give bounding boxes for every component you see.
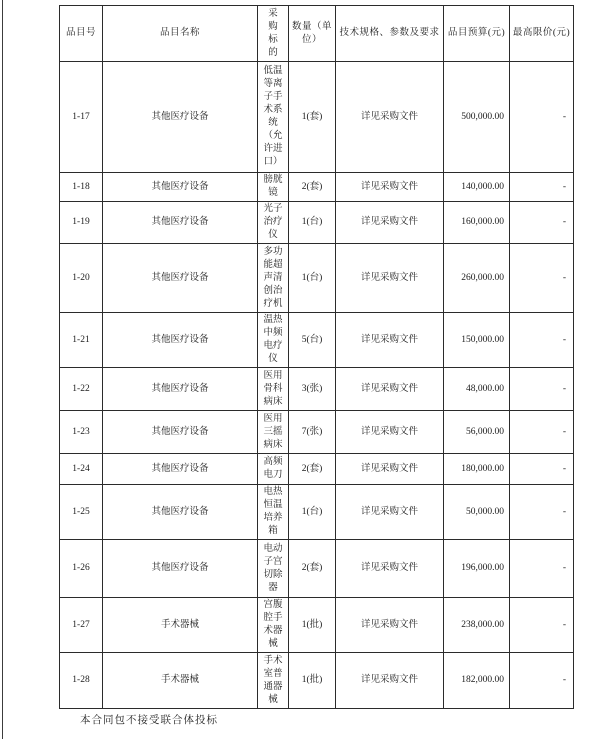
budget-cell: 260,000.00 [444,244,510,313]
budget-cell: 196,000.00 [444,540,510,598]
budget-cell: 140,000.00 [444,173,510,202]
budget-cell: 238,000.00 [444,598,510,653]
item-no-cell: 1-18 [60,173,103,202]
procurement-target-text: 电动子宫切除器 [263,543,283,593]
procurement-target-cell [258,653,289,709]
procurement-target-text: 光子治疗仪 [263,204,283,240]
procurement-target-text: 温热中频电疗仪 [263,315,283,364]
quantity-cell: 1(台) [289,244,336,313]
procurement-items-table [59,5,574,709]
price-limit-cell: - [510,411,574,454]
spec-cell: 详见采购文件 [336,244,444,313]
procurement-target-text: 电热恒温培养箱 [263,487,283,536]
quantity-cell: 2(套) [289,540,336,598]
budget-cell: 160,000.00 [444,202,510,244]
item-no-cell: 1-26 [60,540,103,598]
spec-cell: 详见采购文件 [336,653,444,709]
item-name-cell: 其他医疗设备 [103,244,258,313]
procurement-target-text: 宫腹腔手术器械 [263,600,283,649]
procurement-target-cell [258,485,289,540]
col-header-target [258,6,289,62]
table-row [60,202,574,244]
item-no-cell: 1-28 [60,653,103,709]
spec-cell: 详见采购文件 [336,202,444,244]
budget-cell: 182,000.00 [444,653,510,709]
quantity-cell: 2(套) [289,173,336,202]
spec-cell: 详见采购文件 [336,173,444,202]
price-limit-cell: - [510,598,574,653]
col-header-target-label: 采购标的 [268,8,278,58]
col-header-quantity: 数量（单位） [289,6,336,62]
spec-cell: 详见采购文件 [336,454,444,485]
procurement-target-cell [258,244,289,313]
budget-cell: 48,000.00 [444,368,510,411]
item-name-cell: 其他医疗设备 [103,454,258,485]
spec-cell: 详见采购文件 [336,313,444,368]
procurement-target-text: 多功能超声清创治疗机 [263,246,283,309]
procurement-target-text: 医用骨科病床 [263,370,283,407]
col-header-item-name: 品目名称 [103,6,258,62]
item-no-cell: 1-27 [60,598,103,653]
spec-cell: 详见采购文件 [336,540,444,598]
budget-cell: 56,000.00 [444,411,510,454]
table-row [60,454,574,485]
procurement-target-cell [258,62,289,173]
procurement-target-text: 手术室普通器械 [263,655,283,705]
procurement-target-cell [258,313,289,368]
table-row [60,313,574,368]
table-row [60,368,574,411]
table-header-row [60,6,574,62]
spec-cell: 详见采购文件 [336,62,444,173]
price-limit-cell: - [510,173,574,202]
price-limit-cell: - [510,62,574,173]
procurement-target-cell [258,202,289,244]
table-row [60,244,574,313]
spec-cell: 详见采购文件 [336,598,444,653]
spec-cell: 详见采购文件 [336,368,444,411]
procurement-target-cell [258,540,289,598]
price-limit-cell: - [510,653,574,709]
quantity-cell: 1(批) [289,653,336,709]
col-header-budget: 品目预算(元) [444,6,510,62]
procurement-target-cell [258,454,289,485]
page-left-border [2,0,3,739]
budget-cell: 50,000.00 [444,485,510,540]
procurement-target-text: 膀胱镜 [263,175,283,198]
price-limit-cell: - [510,540,574,598]
item-name-cell: 手术器械 [103,598,258,653]
quantity-cell: 1(台) [289,485,336,540]
item-no-cell: 1-17 [60,62,103,173]
procurement-target-cell [258,173,289,202]
table-row [60,653,574,709]
procurement-target-text: 低温等离子手术系统（允许进口） [263,66,283,167]
budget-cell: 180,000.00 [444,454,510,485]
item-no-cell: 1-24 [60,454,103,485]
procurement-target-cell [258,368,289,411]
col-header-limit: 最高限价(元) [510,6,574,62]
table-row [60,598,574,653]
quantity-cell: 1(套) [289,62,336,173]
quantity-cell: 2(套) [289,454,336,485]
item-no-cell: 1-20 [60,244,103,313]
col-header-item-no: 品目号 [60,6,103,62]
item-name-cell: 其他医疗设备 [103,313,258,368]
table-row [60,62,574,173]
item-no-cell: 1-19 [60,202,103,244]
price-limit-cell: - [510,368,574,411]
spec-cell: 详见采购文件 [336,485,444,540]
item-name-cell: 其他医疗设备 [103,540,258,598]
item-name-cell: 其他医疗设备 [103,368,258,411]
budget-cell: 150,000.00 [444,313,510,368]
item-no-cell: 1-23 [60,411,103,454]
price-limit-cell: - [510,313,574,368]
item-name-cell: 其他医疗设备 [103,202,258,244]
quantity-cell: 7(张) [289,411,336,454]
item-name-cell: 其他医疗设备 [103,485,258,540]
spec-cell: 详见采购文件 [336,411,444,454]
price-limit-cell: - [510,244,574,313]
price-limit-cell: - [510,202,574,244]
procurement-target-cell [258,411,289,454]
quantity-cell: 1(批) [289,598,336,653]
item-name-cell: 手术器械 [103,653,258,709]
procurement-target-text: 医用三摇病床 [263,413,283,450]
consortium-bid-note: 本合同包不接受联合体投标 [80,715,218,726]
item-name-cell: 其他医疗设备 [103,62,258,173]
budget-cell: 500,000.00 [444,62,510,173]
item-no-cell: 1-22 [60,368,103,411]
table-row [60,485,574,540]
table-row [60,411,574,454]
item-no-cell: 1-21 [60,313,103,368]
table-row [60,173,574,202]
quantity-cell: 1(台) [289,202,336,244]
table-row [60,540,574,598]
item-no-cell: 1-25 [60,485,103,540]
price-limit-cell: - [510,485,574,540]
quantity-cell: 5(台) [289,313,336,368]
procurement-target-cell [258,598,289,653]
item-name-cell: 其他医疗设备 [103,411,258,454]
col-header-spec: 技术规格、参数及要求 [336,6,444,62]
price-limit-cell: - [510,454,574,485]
procurement-target-text: 高频电刀 [263,457,283,480]
quantity-cell: 3(张) [289,368,336,411]
item-name-cell: 其他医疗设备 [103,173,258,202]
